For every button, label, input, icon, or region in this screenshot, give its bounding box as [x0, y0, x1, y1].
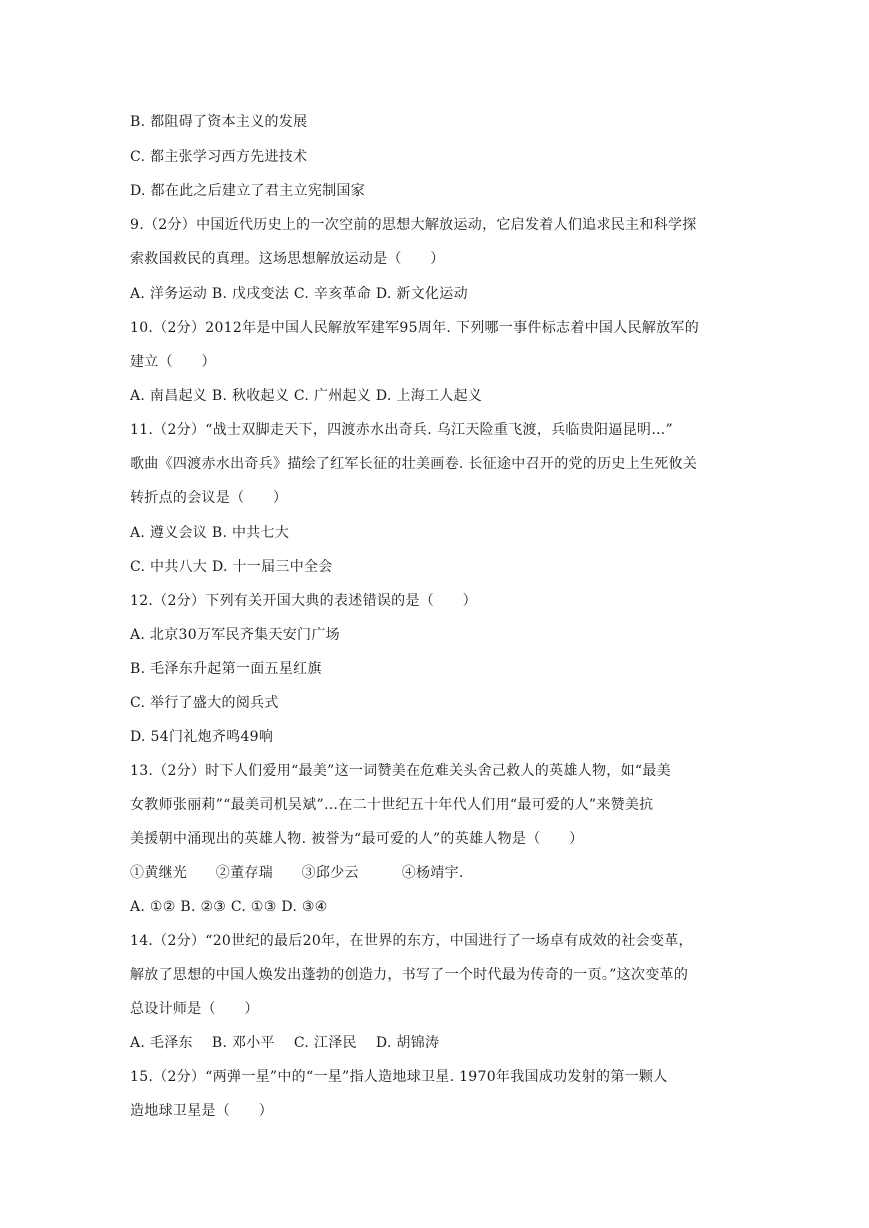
- question-11-line-2: 歌曲《四渡赤水出奇兵》描绘了红军长征的壮美画卷. 长征途中召开的党的历史上生死攸关: [130, 456, 698, 472]
- options-10: A. 南昌起义 B. 秋收起义 C. 广州起义 D. 上海工人起义: [130, 388, 483, 404]
- question-10-line-1: 10.（2分）2012年是中国人民解放军建军95周年. 下列哪一事件标志着中国人民解放军的: [130, 320, 700, 336]
- option-8b: B. 都阻碍了资本主义的发展: [130, 114, 308, 130]
- options-11-ab: A. 遵义会议 B. 中共七大: [130, 525, 290, 541]
- options-13: A. ①② B. ②③ C. ①③ D. ③④: [130, 899, 328, 915]
- question-12: 12.（2分）下列有关开国大典的表述错误的是（ ）: [130, 593, 477, 609]
- options-9: A. 洋务运动 B. 戊戌变法 C. 辛亥革命 D. 新文化运动: [130, 286, 468, 302]
- option-12c: C. 举行了盛大的阅兵式: [130, 695, 279, 711]
- option-12a: A. 北京30万军民齐集天安门广场: [130, 627, 340, 643]
- question-13-line-1: 13.（2分）时下人们爱用“最美”这一词赞美在危难关头舍己救人的英雄人物，如“最美: [130, 763, 671, 779]
- question-9-line-1: 9.（2分）中国近代历史上的一次空前的思想大解放运动，它启发着人们追求民主和科学探: [130, 217, 697, 233]
- question-13-line-3: 美援朝中涌现出的英雄人物. 被誉为“最可爱的人”的英雄人物是（ ）: [130, 831, 584, 847]
- question-13-line-2: 女教师张丽莉”“最美司机吴斌”…在二十世纪五十年代人们用“最可爱的人”来赞美抗: [130, 797, 654, 813]
- options-11-cd: C. 中共八大 D. 十一届三中全会: [130, 559, 333, 575]
- option-8c: C. 都主张学习西方先进技术: [130, 149, 308, 165]
- question-15-line-1: 15.（2分）“两弹一星”中的“一星”指人造地球卫星. 1970年我国成功发射的第一颗人: [130, 1069, 668, 1085]
- option-12d: D. 54门礼炮齐鸣49响: [130, 729, 274, 745]
- question-9-line-2: 索救国救民的真理。这场思想解放运动是（ ）: [130, 251, 445, 267]
- question-14-line-3: 总设计师是（ ）: [130, 1001, 259, 1017]
- question-13-choices: ①黄继光 ②董存瑞 ③邱少云 ④杨靖宇.: [130, 865, 464, 881]
- question-10-line-2: 建立（ ）: [130, 354, 216, 370]
- question-14-line-2: 解放了思想的中国人焕发出蓬勃的创造力，书写了一个时代最为传奇的一页。”这次变革的: [130, 967, 689, 983]
- question-11-line-3: 转折点的会议是（ ）: [130, 490, 288, 506]
- option-12b: B. 毛泽东升起第一面五星红旗: [130, 661, 322, 677]
- question-14-line-1: 14.（2分）“20世纪的最后20年，在世界的东方，中国进行了一场卓有成效的社会变革，: [130, 933, 693, 949]
- options-14: A. 毛泽东 B. 邓小平 C. 江泽民 D. 胡锦涛: [130, 1035, 440, 1051]
- option-8d: D. 都在此之后建立了君主立宪制国家: [130, 183, 366, 199]
- question-11-line-1: 11.（2分）“战士双脚走天下，四渡赤水出奇兵. 乌江天险重飞渡，兵临贵阳逼昆明…”: [130, 422, 673, 438]
- question-15-line-2: 造地球卫星是（ ）: [130, 1103, 273, 1119]
